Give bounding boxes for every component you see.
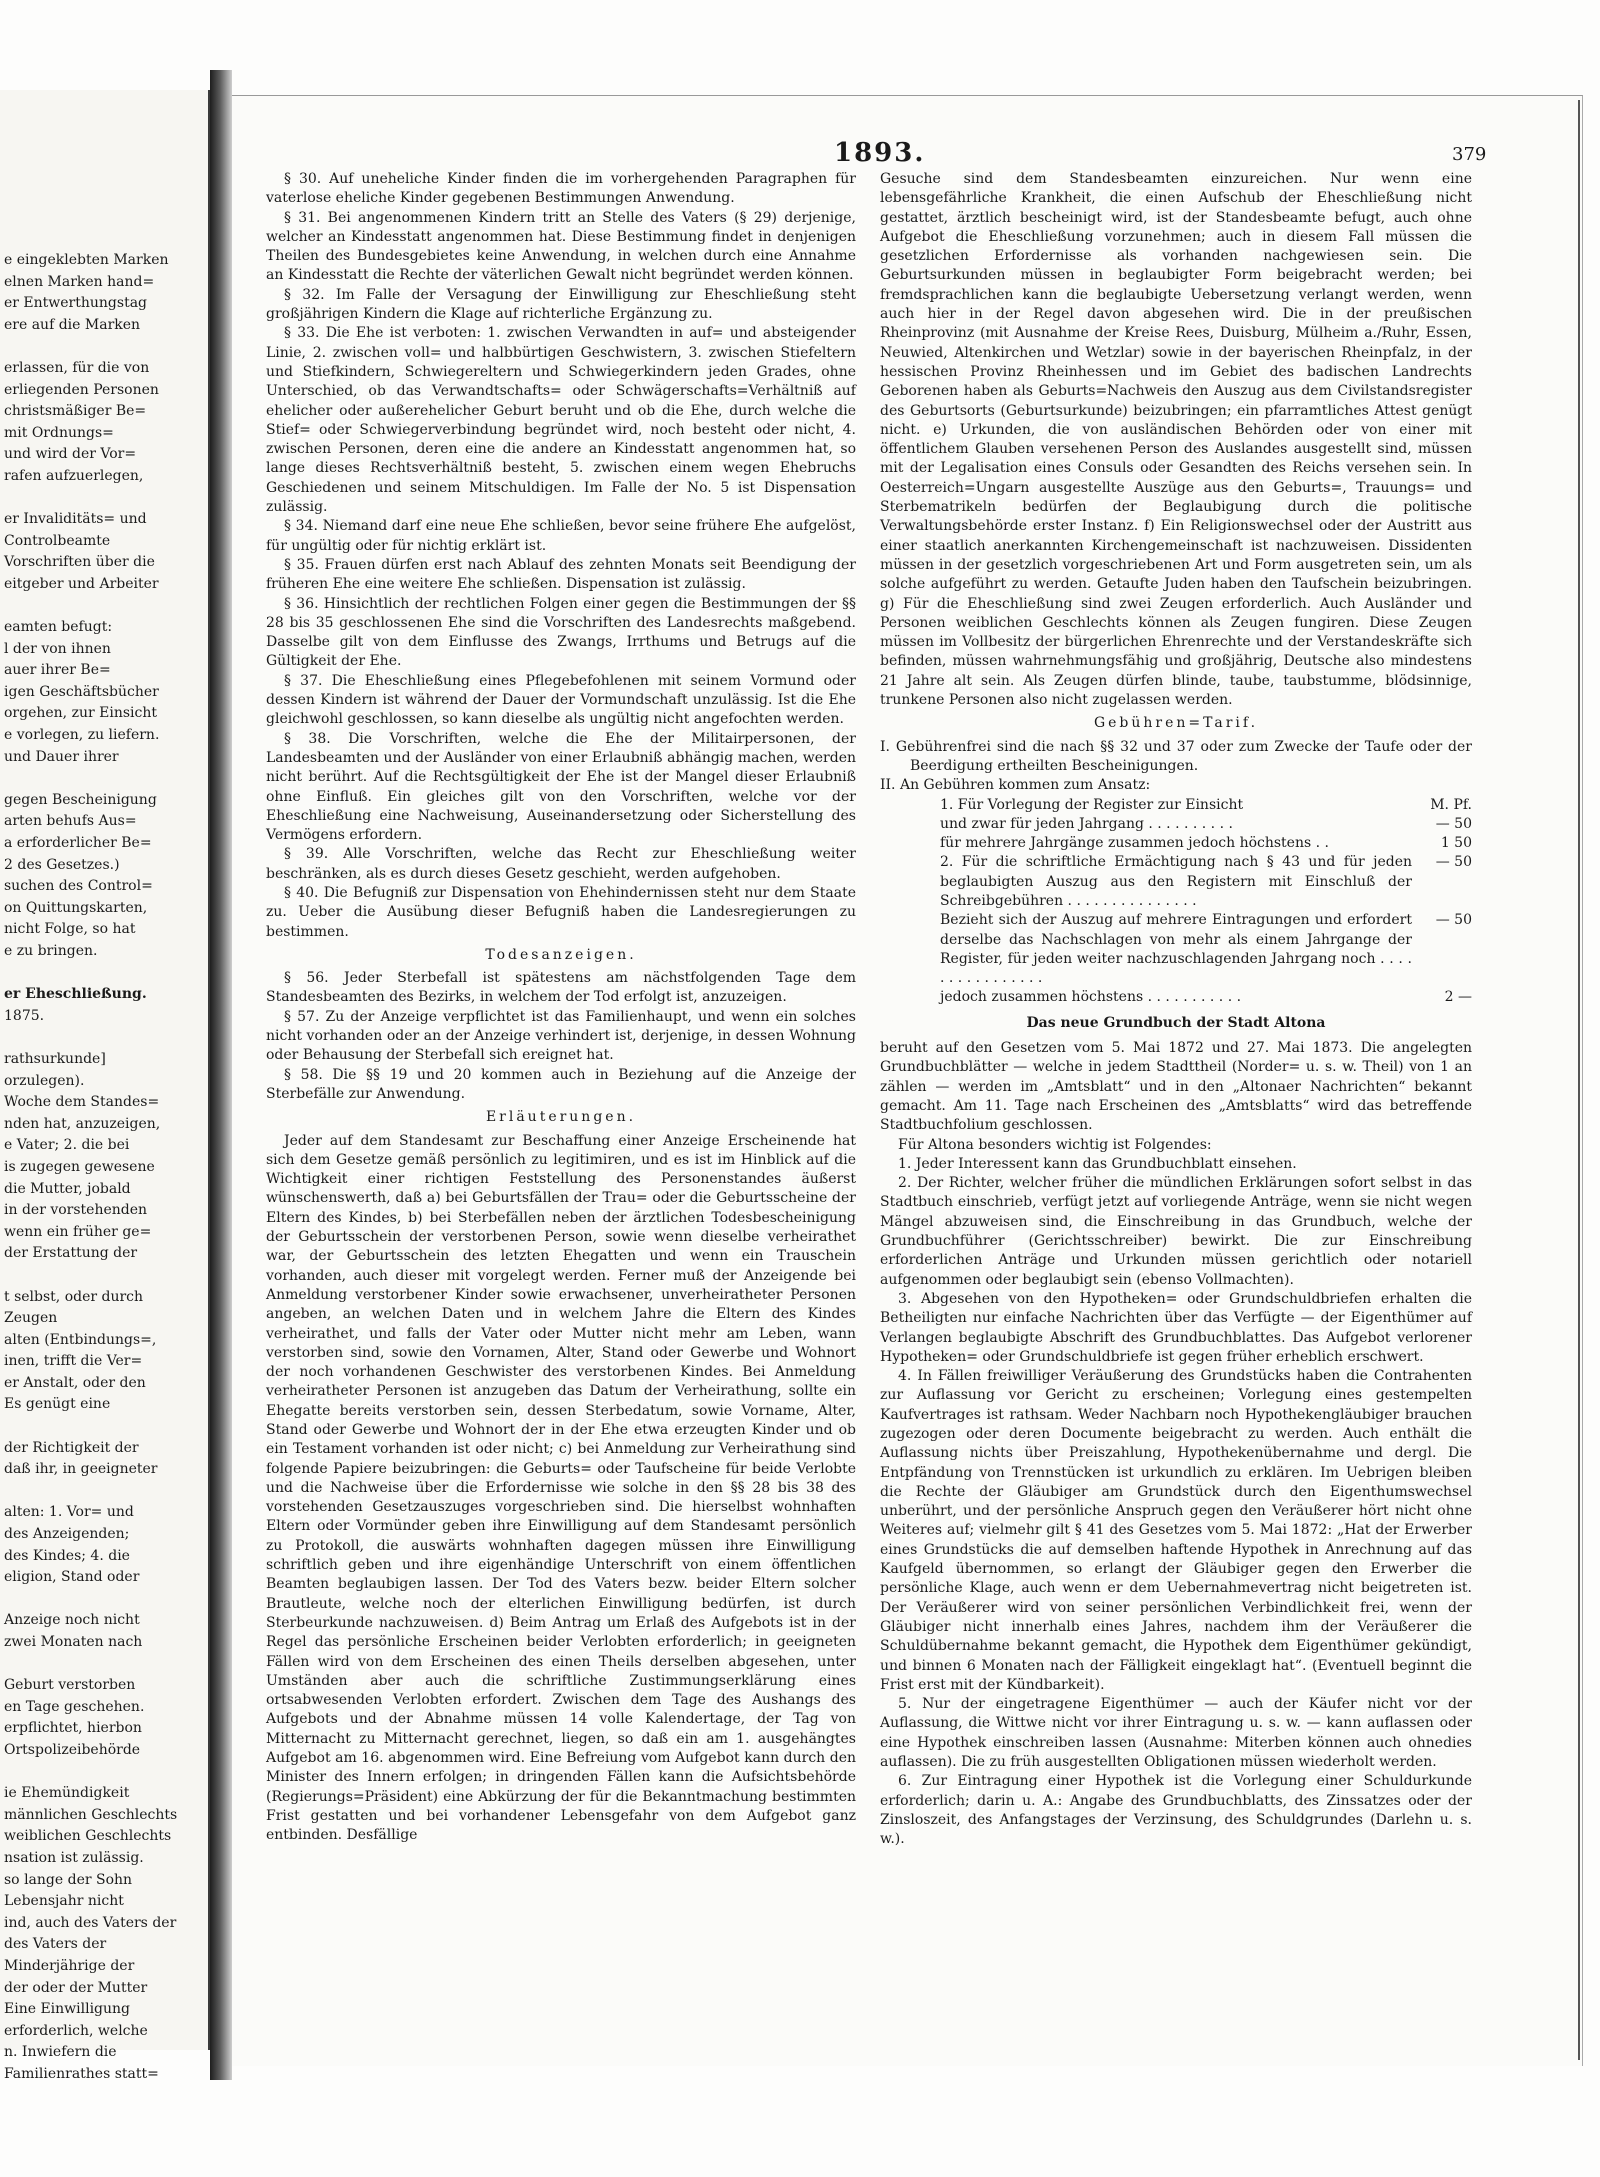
left-fragment-line: 2 des Gesetzes.) xyxy=(4,856,120,873)
fee-value: — 50 xyxy=(1435,912,1472,929)
left-fragment-line: erpflichtet, hierbon xyxy=(4,1720,142,1737)
left-fragment-line: er Eheschließung. xyxy=(4,986,147,1003)
left-fragment-line: weiblichen Geschlechts xyxy=(4,1828,172,1845)
left-fragment-line: e Vater; 2. die bei xyxy=(4,1137,130,1154)
left-fragment-line: l der von ihnen xyxy=(4,640,111,657)
fee-tariff-heading: Gebühren=Tarif. xyxy=(1093,715,1259,732)
left-fragment-line: des Anzeigenden; xyxy=(4,1526,130,1543)
left-fragment-line: alten (Entbindungs=, xyxy=(4,1331,157,1348)
left-fragment-line: ind, auch des Vaters der xyxy=(4,1914,177,1931)
law-paragraph: § 36. Hinsichtlich der rechtlichen Folgen einer gegen die Bestimmungen der §§ 28 bis 35 geschlossenen Ehe sind die Vorschriften des Landesrechts maßgebend. Dasselbe gilt von dem Einflusse des Zwangs, Irrthums und Betrugs auf die Gültigkeit der Ehe. xyxy=(266,595,856,670)
law-paragraph: § 40. Die Befugniß zur Dispensation von Ehehindernissen steht nur dem Staate zu. Ueber die Ausübung dieser Befugniß haben die Landesregierungen zu bestimmen. xyxy=(266,884,856,940)
left-page-edge xyxy=(0,90,210,2082)
fee-row xyxy=(880,988,1472,1007)
left-fragment-line: rafen aufzuerlegen, xyxy=(4,467,144,484)
grundbuch-paragraph: 4. In Fällen freiwilliger Veräußerung des Grundstücks haben die Contrahenten zur Auflassung vor Gericht zu erscheinen; Vorlegung eines gestempelten Kaufvertrages ist rathsam. Weder Nachbarn noch Hypothekengläubiger brauchen zugezogen oder deren Documente beigebracht zu werden. Auch enthält die Auflassung nichts über Preiszahlung, Hypothekenübernahme und dergl. Die Entpfändung von Trennstücken ist urkundlich zu erklären. Im Uebrigen bleiben die Rechte der Gläubiger am Grundstück durch den Eigenthumswechsel unberührt, und der persönliche Anspruch gegen den Veräußerer hört nicht ohne Weiteres auf; vielmehr gilt § 41 des Gesetzes vom 5. Mai 1872: „Hat der Erwerber eines Grundstücks die auf demselben haftende Hypothek in Anrechnung auf das Kaufgeld übernommen, so erlangt der Gläubiger gegen den Erwerber die persönliche Klage, auch wenn er dem Uebernahmevertrag nicht beigetreten ist. Der Veräußerer wird von seiner persönlichen Verbindlichkeit frei, wenn der Gläubiger nicht innerhalb eines Jahres, nachdem ihm der Veräußerer die Schuldübernahme bekannt gemacht, die Hypothek dem Eigenthümer gekündigt, und binnen 6 Monaten nach der Fälligkeit eingeklagt hat“. (Eventuell beginnt die Frist erst mit der Kündbarkeit). xyxy=(880,1368,1472,1693)
left-fragment-line: elnen Marken hand= xyxy=(4,273,155,290)
left-fragment-line: zwei Monaten nach xyxy=(4,1634,143,1650)
fee-item-free: I. Gebührenfrei sind die nach §§ 32 und 37 oder zum Zwecke der Taufe oder der Beerdigung ertheilten Bescheinigungen. xyxy=(880,738,1472,774)
law-paragraph: § 39. Alle Vorschriften, welche das Recht zur Eheschließung weiter beschränken, als es durch dieses Gesetz geschieht, werden aufgehoben. xyxy=(266,846,856,882)
left-fragment-line: er Anstalt, oder den xyxy=(4,1374,146,1391)
fee-label: 1. Für Vorlegung der Register zur Einsicht xyxy=(940,796,1244,813)
notes-paragraphs xyxy=(266,1132,856,1846)
grundbuch-paragraph: Für Altona besonders wichtig ist Folgendes: xyxy=(898,1136,1212,1153)
left-fragment-line: eamten befugt: xyxy=(4,619,113,636)
left-fragment-line: Es genügt eine xyxy=(4,1396,111,1413)
left-fragment-line: eitgeber und Arbeiter xyxy=(4,575,159,592)
grundbuch-paragraph: 6. Zur Eintragung einer Hypothek ist die Vorlegung einer Schuldurkunde erforderlich; darin u. A.: Angabe des Grundbuchblatts, des Zinssatzes oder der Zinsloszeit, des Anfangstages der Verzinsung, des Schuldgrundes (Darlehn u. s. w.). xyxy=(880,1773,1472,1848)
left-fragment-line: arten behufs Aus= xyxy=(4,813,137,830)
marriage-law-paragraphs xyxy=(266,170,856,942)
left-fragment-line: Vorschriften über die xyxy=(4,554,155,571)
left-fragment-line: t selbst, oder durch xyxy=(4,1288,144,1305)
left-fragment-line: suchen des Control= xyxy=(4,878,153,895)
left-fragment-line: inen, trifft die Ver= xyxy=(4,1353,143,1370)
page-edge-rule xyxy=(1578,100,1580,2060)
notes-paragraph: Gesuche sind dem Standesbeamten einzureichen. Nur wenn eine lebensgefährliche Krankheit, die einen Aufschub der Eheschließung nicht gestattet, ärztlich bescheinigt wird, ist der Standesbeamte befugt, auch ohne Aufgebot die Eheschließung vorzunehmen; auch in diesem Fall müssen die gesetzlichen Erfordernisse als vorhanden nachgewiesen sein. Die Geburtsurkunden müssen in beglaubigter Form beigebracht werden; bei fremdsprachlichen kann die beglaubigte Uebersetzung verlangt werden, wenn auch hier in der Regel davon abgesehen wird. Die in der preußischen Rheinprovinz (mit Ausnahme der Kreise Rees, Duisburg, Mülheim a./Ruhr, Essen, Neuwied, Altenkirchen und Wetzlar) sowie in der bayerischen Rheinpfalz, in der hessischen Provinz Rheinhessen und im Gebiet des badischen Landrechts Geborenen haben als Geburts=Nachweis den Auszug aus dem Civilstandsregister des Geburtsorts (Geburtsurkunde) beizubringen; ein pfarramtliches Attest genügt nicht. e) Urkunden, die von ausländischen Behörden oder von einer mit öffentlichem Glauben versehenen Person des Auslandes ausgestellt sind, müssen mit der Legalisation eines Consuls oder Gesandten des Reichs versehen sein. In Oesterreich=Ungarn ausgestellte Auszüge aus den Geburts=, Trauungs= und Sterbematrikeln bedürfen der Beglaubigung durch die politische Verwaltungsbehörde erster Instanz. f) Ein Religionswechsel oder der Austritt aus einer staatlich anerkannten Kirchengemeinschaft ist nachzuweisen. Dissidenten müssen in der gesetzlich vorgeschriebenen Art und Form ausgetreten sein, um als solche aufgeführt zu werden. Getaufte Juden haben den Taufschein beizubringen. g) Für die Eheschließung sind zwei Zeugen erforderlich. Auch Ausländer und Personen weiblichen Geschlechts können als Zeugen fungiren. Diese Zeugen müssen im Vollbesitz der bürgerlichen Ehrenrechte und der Verstandeskräfte sich befinden, müssen wahrnehmungsfähig und großjährig, Deutsche also mindestens 21 Jahre alt sein. Als Zeugen dürfen blinde, taube, taubstumme, blödsinnige, trunkene Personen also nicht zugelassen werden. xyxy=(880,171,1472,709)
death-notices-heading: Todesanzeigen. xyxy=(485,946,637,963)
law-paragraph: § 58. Die §§ 19 und 20 kommen auch in Beziehung auf die Anzeige der Sterbefälle zur Anwendung. xyxy=(266,1066,856,1102)
left-fragment-line xyxy=(4,1762,204,1784)
left-fragment-line: der Richtigkeit der xyxy=(4,1439,139,1456)
left-fragment-line: männlichen Geschlechts xyxy=(4,1806,178,1823)
left-fragment-line: nden hat, anzuzeigen, xyxy=(4,1115,161,1132)
law-paragraph: § 34. Niemand darf eine neue Ehe schließen, bevor seine frühere Ehe aufgelöst, für ungültig oder für nichtig erklärt ist. xyxy=(266,518,856,554)
left-fragment-line: wenn ein früher ge= xyxy=(4,1223,152,1240)
left-fragment-line: der Erstattung der xyxy=(4,1245,138,1262)
fee-row xyxy=(880,911,1472,988)
left-fragment-line: ie Ehemündigkeit xyxy=(4,1785,130,1802)
fee-row xyxy=(880,796,1472,815)
left-fragment-line: Geburt verstorben xyxy=(4,1677,136,1694)
left-fragment-line: on Quittungskarten, xyxy=(4,899,148,916)
left-fragment-line: orzulegen). xyxy=(4,1072,85,1089)
left-fragment-line: erforderlich, welche xyxy=(4,2022,148,2039)
left-fragment-line: Familienrathes statt= xyxy=(4,2065,159,2082)
left-fragment-line: e vorlegen, zu liefern. xyxy=(4,727,160,744)
law-paragraph: § 35. Frauen dürfen erst nach Ablauf des zehnten Monats seit Beendigung der früheren Ehe eine weitere Ehe schließen. Dispensation ist zulässig. xyxy=(266,556,856,593)
law-paragraph: § 37. Die Eheschließung eines Pflegebefohlenen mit seinem Vormund oder dessen Kindern ist während der Dauer der Vormundschaft unzulässig. Ist die Ehe gleichwohl geschlossen, so kann dieselbe als ungültig nicht angefochten werden. xyxy=(266,672,856,728)
fee-row xyxy=(880,834,1472,853)
left-fragment-line: 1875. xyxy=(4,1007,45,1024)
law-paragraph: § 33. Die Ehe ist verboten: 1. zwischen Verwandten in auf= und absteigender Linie, 2. zwischen voll= und halbbürtigen Geschwistern, 3. zwischen Stiefeltern und Stiefkindern, Schwiegereltern und Schwiegerkindern jeden Grades, ohne Unterschied, ob das Verwandtschafts= oder Schwägerschafts=Verhältniß auf ehelicher oder außerehelicher Geburt beruht und ob die Ehe, durch welche die Stief= oder Schwiegerverbindung begründet wird, noch besteht oder nicht, 4. zwischen Personen, deren eine die andere an Kindesstatt angenommen hat, so lange dieses Rechtsverhältniß besteht, 5. zwischen einem wegen Ehebruchs Geschiedenen und seinem Mitschuldigen. Im Falle der No. 5 ist Dispensation zulässig. xyxy=(266,325,856,516)
left-fragment-line xyxy=(4,336,204,358)
left-fragment-line xyxy=(4,596,204,618)
death-notice-paragraphs xyxy=(266,969,856,1104)
left-fragment-line: n. Inwiefern die xyxy=(4,2044,117,2061)
left-fragment-line: des Kindes; 4. die xyxy=(4,1547,130,1564)
left-fragment-line: nsation ist zulässig. xyxy=(4,1849,144,1866)
left-fragment-line: ere auf die Marken xyxy=(4,316,141,333)
notes-paragraph: Jeder auf dem Standesamt zur Beschaffung einer Anzeige Erscheinende hat sich dem Gesetze gemäß persönlich zu legitimiren, und es ist im Hinblick auf die Wichtigkeit einer richtigen Feststellung des Personenstandes äußerst wünschenswerth, daß a) bei Geburtsfällen der Trau= oder die Geburtsscheine der Eltern des Kindes, b) bei Sterbefällen neben der ärztlichen Todesbescheinigung der Geburtsschein der verstorbenen Person, sowie wenn dieselbe verheirathet war, der Geburtsschein des letzten Ehegatten und wenn ein Trauschein vorhanden, auch dieser mit vorgelegt werden. Ferner muß der Anzeigende bei Anmeldung verstorbener Kinder sowie erwachsener, unverheiratheter Personen angeben, an welchen Daten und in welchem Jahre die Eltern des Kindes verheirathet, und falls der Vater oder Mutter nicht mehr am Leben, wann verstorben sind, sowie den Vornamen, Alter, Stand oder Gewerbe und Wohnort der noch vorhandenen Geschwister des verstorbenen Kindes. Bei Anmeldung verheiratheter Personen ist anzugeben das Datum der Verheirathung, sollte ein Ehegatte bereits verstorben sein, dessen Sterbedatum, sowie Vorname, Alter, Stand oder Gewerbe und Wohnort der in der Ehe etwa erzeugten Kinder und ob ein Testament vorhanden ist oder nicht; c) bei Anmeldung zur Verheirathung sind folgende Papiere beizubringen: die Geburts= oder Taufscheine für beide Verlobte und die Nachweise über die Erfordernisse wie solche in den §§ 28 bis 38 des vorstehenden Gesetzauszuges vorgeschrieben sind. Die hierselbst wohnhaften Eltern oder Vormünder geben ihre Einwilligung auf dem Standesamt persönlich zu Protokoll, die auswärts wohnhaften dagegen müssen ihre Einwilligung schriftlich geben und ihre eigenhändige Unterschrift von einem öffentlichen Beamten beglaubigen lassen. Der Tod des Vaters bezw. beider Eltern solcher Brautleute, welche noch der elterlichen Einwilligung bedürfen, ist durch Sterbeurkunde nachzuweisen. d) Beim Antrag um Erlaß des Aufgebots ist in der Regel das persönliche Erscheinen beider Verlobten erforderlich; in geeigneten Fällen wird von dem Erscheinen des einen Theils derselben abgesehen, unter Umständen aber auch die schriftliche Zustimmungserklärung eines ortsabwesenden Verlobten erfordert. Zwischen dem Tage des Aushangs des Aufgebots und der Abnahme müssen 14 volle Kalendertage, der Tag von Mitternacht zu Mitternacht gerechnet, liegen, so daß ein am 1. ausgehängtes Aufgebot am 16. abgenommen wird. Eine Befreiung vom Aufgebot kann durch den Minister des Innern erfolgen; in dringenden Fällen kann die Aufsichtsbehörde (Regierungs=Präsident) eine Abkürzung der für die Bekanntmachung bestimmten Frist gestatten und bei vorhandener Lebensgefahr von dem Aufgebot ganz entbinden. Desfällige xyxy=(266,1132,856,1844)
left-fragment-line: orgehen, zur Einsicht xyxy=(4,705,157,722)
left-fragment-line xyxy=(4,1265,204,1287)
grundbuch-paragraph: 3. Abgesehen von den Hypotheken= oder Grundschuldbriefen erhalten die Betheiligten nur einfache Nachrichten über das Verfügte — der Eigenthümer auf Verlangen beglaubigte Abschrift des Grundbuchblattes. Das Aufgebot verlorener Hypotheken= oder Grundschuldbriefe ist gegen früher erheblich erschwert. xyxy=(880,1290,1472,1365)
left-fragment-line: erlassen, für die von xyxy=(4,359,150,376)
fee-currency-header: M. Pf. xyxy=(1430,796,1472,813)
left-fragment-line: und wird der Vor= xyxy=(4,446,137,463)
left-fragment-line: nicht Folge, so hat xyxy=(4,921,136,938)
law-paragraph: § 31. Bei angenommenen Kindern tritt an Stelle des Vaters (§ 29) derjenige, welcher an Kindesstatt angenommen hat. Diese Bestimmung findet in denjenigen Theilen des Bundesgebietes keine Anwendung, in welchen durch eine Annahme an Kindesstatt die Rechte der väterlichen Gewalt nicht begründet werden können. xyxy=(266,209,856,284)
continued-notes xyxy=(880,170,1472,710)
left-fragment-line: Minderjährige der xyxy=(4,1957,135,1974)
fee-value: — 50 xyxy=(1435,854,1472,871)
left-fragment-line: mit Ordnungs= xyxy=(4,424,114,441)
grundbuch-paragraph: 2. Der Richter, welcher früher die mündlichen Erklärungen sofort selbst in das Stadtbuch einschrieb, verfügt jetzt auf vorliegende Anträge, wenn sie nicht wegen Mängel abzuweisen sind, die Einschreibung in das Grundbuch, welche der Grundbuchführer (Gerichtsschreiber) bewirkt. Die zur Einschreibung erforderlichen Anträge und Urkunden müssen gerichtlich oder notariell aufgenommen oder beglaubigt sein (ebenso Vollmachten). xyxy=(880,1175,1472,1288)
fee-item-charged: II. An Gebühren kommen zum Ansatz: xyxy=(880,777,1151,794)
fee-label: Bezieht sich der Auszug auf mehrere Eintragungen und erfordert derselbe das Nachschlagen von mehr als einem Jahrgange der Register, für jeden weiter nachzuschlagenden Jahrgang noch . . . . . . . . . . . . . . . . xyxy=(940,912,1412,987)
left-fragment-line: alten: 1. Vor= und xyxy=(4,1504,134,1521)
grundbuch-paragraphs xyxy=(880,1039,1472,1849)
left-fragment-line: er Invaliditäts= und xyxy=(4,511,147,528)
left-fragment-line xyxy=(4,1481,204,1503)
left-fragment-line xyxy=(4,488,204,510)
fee-label: jedoch zusammen höchstens . . . . . . . . . . . xyxy=(940,989,1242,1006)
left-fragment-line xyxy=(4,1027,204,1049)
law-paragraph: § 56. Jeder Sterbefall ist spätestens am nächstfolgenden Tage dem Standesbeamten des Bezirks, in welchem der Tod erfolgt ist, anzuzeigen. xyxy=(266,970,856,1006)
law-paragraph: § 32. Im Falle der Versagung der Einwilligung zur Eheschließung steht großjährigen Kindern die Klage auf richterliche Ergänzung zu. xyxy=(266,286,856,323)
left-fragment-line: eligion, Stand oder xyxy=(4,1569,140,1586)
left-fragment-line: Woche dem Standes= xyxy=(4,1094,160,1111)
left-fragment-line xyxy=(4,963,204,985)
law-paragraph: § 38. Die Vorschriften, welche die Ehe der Militairpersonen, der Landesbeamten und der Ausländer von einer Erlaubniß abhängig machen, werden nicht berührt. Auf die Rechtsgültigkeit der Ehe ist der Mangel dieser Erlaubniß ohne Einfluß. Ein gleiches gilt von den Vorschriften, welche vor der Eheschließung eine Nachweisung, Auseinandersetzung oder Sicherstellung des Vermögens erfordern. xyxy=(266,730,856,844)
left-fragment-line: er Entwerthungstag xyxy=(4,295,148,312)
grundbuch-heading: Das neue Grundbuch der Stadt Altona xyxy=(1026,1014,1326,1031)
fee-value: 1 50 xyxy=(1440,835,1472,852)
fee-tariff xyxy=(880,738,1472,1008)
left-fragment-line xyxy=(4,768,204,790)
left-fragment-line: christsmäßiger Be= xyxy=(4,403,147,420)
fee-label: 2. Für die schriftliche Ermächtigung nach § 43 und für jeden beglaubigten Auszug aus den Registern mit Einschluß der Schreibgebühren . . . . . . . . . . . . . . . xyxy=(940,854,1412,909)
law-paragraph: § 57. Zu der Anzeige verpflichtet ist das Familienhaupt, und wenn ein solches nicht vorhanden oder an der Anzeige verhindert ist, derjenige, in dessen Wohnung oder Behausung der Sterbefall sich ereignet hat. xyxy=(266,1008,856,1064)
fee-label: und zwar für jeden Jahrgang . . . . . . . . . . xyxy=(940,815,1233,832)
left-fragment-line xyxy=(4,1654,204,1676)
left-fragment-line: der oder der Mutter xyxy=(4,1979,148,1996)
fee-value: 2 — xyxy=(1444,989,1472,1006)
left-fragment-line xyxy=(4,1589,204,1611)
book-gutter xyxy=(210,70,232,2080)
left-fragment-line: Controlbeamte xyxy=(4,532,111,549)
grundbuch-paragraph: 1. Jeder Interessent kann das Grundbuchblatt einsehen. xyxy=(898,1155,1297,1172)
page-number: 379 xyxy=(1452,144,1487,165)
left-fragment-line: is zugegen gewesene xyxy=(4,1158,155,1175)
notes-heading: Erläuterungen. xyxy=(485,1109,637,1126)
left-fragment-line: in der vorstehenden xyxy=(4,1202,148,1219)
left-fragment-line: und Dauer ihrer xyxy=(4,748,119,765)
left-fragment-line: Zeugen xyxy=(4,1310,58,1327)
left-page-fragments xyxy=(4,250,204,2085)
left-fragment-line: Anzeige noch nicht xyxy=(4,1612,140,1629)
fee-row xyxy=(880,815,1472,834)
left-fragment-line: daß ihr, in geeigneter xyxy=(4,1461,158,1478)
left-fragment-line: die Mutter, jobald xyxy=(4,1180,131,1197)
text-column-right xyxy=(880,170,1472,1850)
left-fragment-line: Lebensjahr nicht xyxy=(4,1893,124,1910)
text-column-left xyxy=(266,170,856,1846)
left-fragment-line: Ortspolizeibehörde xyxy=(4,1741,141,1758)
left-fragment-line: en Tage geschehen. xyxy=(4,1698,145,1715)
left-fragment-line: a erforderlicher Be= xyxy=(4,835,152,852)
page-year: 1893. xyxy=(834,138,926,168)
left-fragment-line: Eine Einwilligung xyxy=(4,2001,131,2018)
left-fragment-line: so lange der Sohn xyxy=(4,1871,133,1888)
left-fragment-line: igen Geschäftsbücher xyxy=(4,683,159,700)
left-fragment-line: e zu bringen. xyxy=(4,943,98,959)
fee-row xyxy=(880,853,1472,911)
fee-value: — 50 xyxy=(1435,815,1472,832)
grundbuch-paragraph: 5. Nur der eingetragene Eigenthümer — auch der Käufer nicht vor der Auflassung, die Wittwe nicht vor ihrer Eintragung u. s. w. — kann auflassen oder eine Hypothek einschreiben lassen (Ausnahme: Miterben können auch ohnedies auflassen). Die zu früh ausgestellten Obligationen müssen wiederholt werden. xyxy=(880,1696,1472,1771)
left-fragment-line: gegen Bescheinigung xyxy=(4,791,157,808)
left-fragment-line: auer ihrer Be= xyxy=(4,662,111,679)
left-fragment-line: e eingeklebten Marken xyxy=(4,252,169,268)
left-fragment-line: des Vaters der xyxy=(4,1936,107,1953)
grundbuch-paragraph: beruht auf den Gesetzen vom 5. Mai 1872 und 27. Mai 1873. Die angelegten Grundbuchblätter — welche in jedem Stadttheil (Norder= u. s. w. Theil) von 1 an zählen — werden im „Amtsblatt“ und in den „Altonaer Nachrichten“ bekannt gemacht. Am 11. Tage nach Erscheinen des „Amtsblatts“ wird das betreffende Stadtbuchfolium geschlossen. xyxy=(880,1040,1472,1134)
fee-label: für mehrere Jahrgänge zusammen jedoch höchstens . . xyxy=(940,835,1329,852)
left-fragment-line xyxy=(4,1416,204,1438)
law-paragraph: § 30. Auf uneheliche Kinder finden die im vorhergehenden Paragraphen für vaterlose eheliche Kinder gegebenen Bestimmungen Anwendung. xyxy=(266,171,856,207)
left-fragment-line: rathsurkunde] xyxy=(4,1050,106,1067)
left-fragment-line: erliegenden Personen xyxy=(4,381,159,398)
